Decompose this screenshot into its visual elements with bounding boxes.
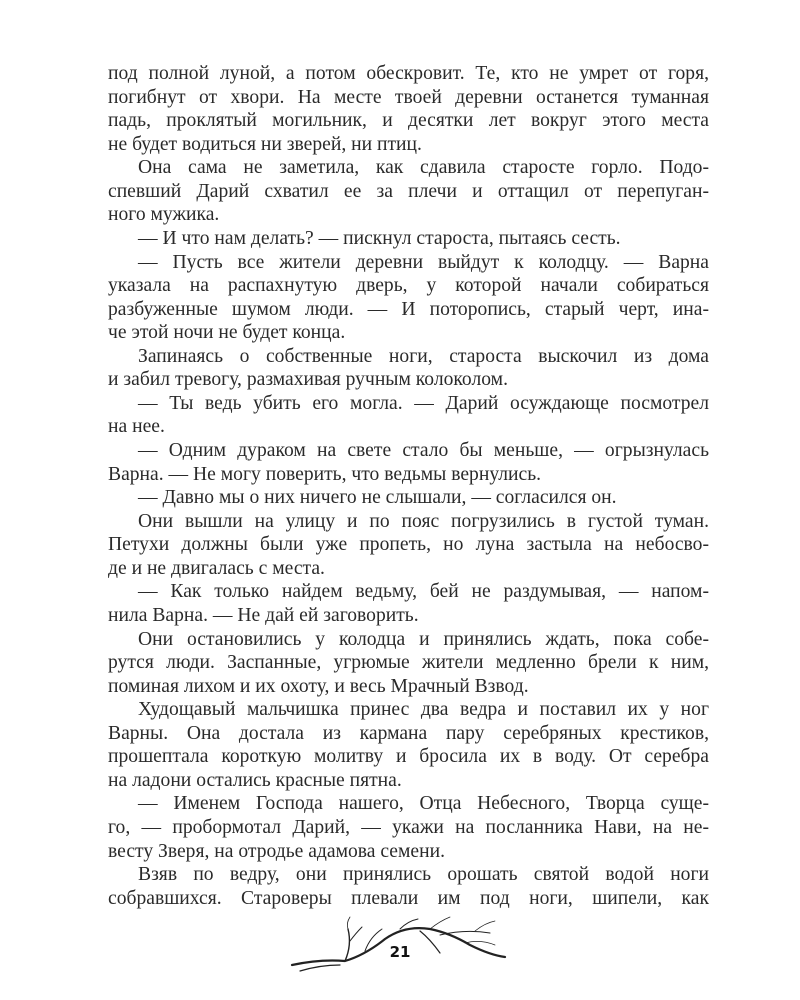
text-line: не будет водиться ни зверей, ни птиц.: [108, 133, 422, 155]
text-line: указала на распахнутую дверь, у которой начали собираться: [108, 275, 709, 297]
text-line: собравшихся. Староверы плевали им под ноги, шипели, как: [108, 887, 709, 909]
text-line: — Пусть все жители деревни выйдут к колодцу. — Варна: [138, 251, 709, 273]
text-line: Петухи должны были уже пропеть, но луна застыла на небосво-: [108, 534, 709, 556]
text-line: Варна. — Не могу поверить, что ведьмы вернулись.: [108, 463, 542, 485]
text-line: на нее.: [108, 416, 165, 438]
text-line: Взяв по ведру, они принялись орошать святой водой ноги: [138, 864, 709, 886]
text-line: — Как только найдем ведьму, бей не раздумывая, — напом-: [138, 581, 709, 603]
text-line: и забил тревогу, размахивая ручным колоколом.: [108, 369, 508, 391]
text-line: — Давно мы о них ничего не слышали, — согласился он.: [138, 487, 617, 509]
text-line: разбуженные шумом люди. — И поторопись, старый черт, ина-: [108, 298, 709, 320]
text-line: поминая лихом и их охоту, и весь Мрачный Взвод.: [108, 675, 529, 697]
text-line: — Ты ведь убить его могла. — Дарий осуждающе посмотрел: [138, 392, 709, 414]
text-line: под полной луной, а потом обескровит. Те, кто не умрет от горя,: [108, 63, 709, 84]
text-line: Запинаясь о собственные ноги, староста выскочил из дома: [138, 345, 709, 367]
text-line: спевший Дарий схватил ее за плечи и оттащил от перепуган-: [108, 180, 709, 202]
text-line: — Одним дураком на свете стало бы меньше, — огрызнулась: [138, 440, 709, 461]
text-line: Варны. Она достала из кармана пару серебряных крестиков,: [108, 722, 709, 744]
text-line: падь, проклятый могильник, и десятки лет вокруг этого места: [108, 110, 709, 132]
text-line: Худощавый мальчишка принес два ведра и поставил их у ног: [138, 699, 709, 721]
text-line: Они вышли на улицу и по пояс погрузились в густой туман.: [138, 510, 709, 532]
text-line: на ладони остались красные пятна.: [108, 769, 402, 791]
page-number: 21: [389, 943, 411, 961]
text-line: Она сама не заметила, как сдавила старосте горло. Подо-: [138, 157, 709, 179]
text-line: — И что нам делать? — пискнул староста, пытаясь сесть.: [138, 227, 621, 249]
text-line: — Именем Господа нашего, Отца Небесного, Творца суще-: [138, 793, 709, 815]
text-line: го, — пробормотал Дарий, — укажи на посланника Нави, на не-: [108, 817, 709, 838]
text-line: рутся люди. Заспанные, угрюмые жители медленно брели к ним,: [108, 652, 709, 674]
text-line: весту Зверя, на отродье адамова семени.: [108, 840, 445, 862]
text-line: че этой ночи не будет конца.: [108, 322, 346, 344]
book-text: [108, 62, 709, 910]
text-line: де и не двигалась с места.: [108, 557, 325, 579]
text-line: нила Варна. — Не дай ей заговорить.: [108, 604, 419, 626]
text-line: погибнут от хвори. На месте твоей деревни останется туманная: [108, 86, 709, 108]
text-line: прошептала короткую молитву и бросила их в воду. От серебра: [108, 746, 709, 768]
text-line: ного мужика.: [108, 204, 220, 226]
text-line: Они остановились у колодца и принялись ждать, пока собе-: [138, 628, 709, 650]
page-footer: [290, 915, 510, 975]
